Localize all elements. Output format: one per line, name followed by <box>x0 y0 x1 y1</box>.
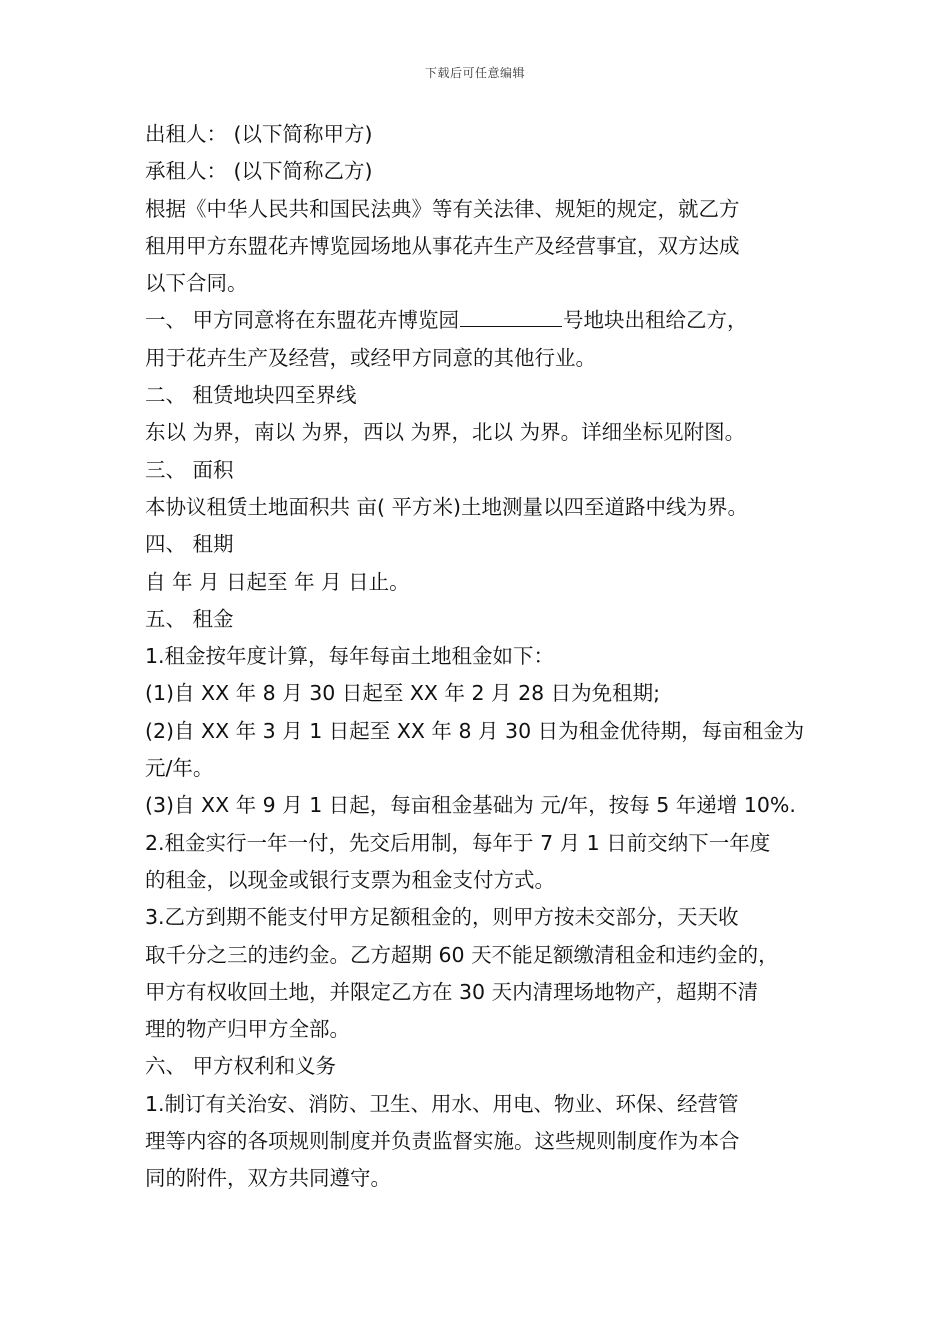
text-line: 二、 租赁地块四至界线 <box>145 383 357 408</box>
text-line: 1.租金按年度计算，每年每亩土地租金如下： <box>145 644 555 669</box>
text-line: 甲方有权收回土地，并限定乙方在 30 天内清理场地物产，超期不清 <box>145 979 759 1004</box>
text-line: (3)自 XX 年 9 月 1 日起，每亩租金基础为 元/年，按每 5 年递增 10%. <box>145 793 796 818</box>
text-line: 三、 面积 <box>145 457 234 482</box>
text-line-with-blank <box>145 302 815 339</box>
text-line: 同的附件，双方共同遵守。 <box>145 1166 391 1191</box>
text-line: 承租人： (以下简称乙方) <box>145 159 373 184</box>
text-line: 3.乙方到期不能支付甲方足额租金的，则甲方按未交部分，天天收 <box>145 905 739 930</box>
text-line: 本协议租赁土地面积共 亩( 平方米)土地测量以四至道路中线为界。 <box>145 494 749 519</box>
text-line: 五、 租金 <box>145 606 234 631</box>
fill-in-blank <box>460 304 562 327</box>
text-line: (1)自 XX 年 8 月 30 日起至 XX 年 2 月 28 日为免租期; <box>145 681 661 706</box>
text-line: 出租人： (以下简称甲方) <box>145 122 373 146</box>
text-line: 元/年。 <box>145 756 214 781</box>
text-segment: 号地块出租给乙方， <box>563 308 748 333</box>
text-line: 以下合同。 <box>145 271 248 296</box>
text-line: 用于花卉生产及经营，或经甲方同意的其他行业。 <box>145 345 596 370</box>
text-line: 租用甲方东盟花卉博览园场地从事花卉生产及经营事宜，双方达成 <box>145 233 740 258</box>
text-line: 四、 租期 <box>145 532 234 557</box>
text-line: 理的物产归甲方全部。 <box>145 1017 350 1042</box>
text-line: (2)自 XX 年 3 月 1 日起至 XX 年 8 月 30 日为租金优待期，每亩租金为 <box>145 718 805 743</box>
text-line: 根据《中华人民共和国民法典》等有关法律、规矩的规定，就乙方 <box>145 196 740 221</box>
text-line: 的租金，以现金或银行支票为租金支付方式。 <box>145 867 555 892</box>
text-line: 六、 甲方权利和义务 <box>145 1054 337 1079</box>
text-line: 自 年 月 日起至 年 月 日止。 <box>145 569 410 594</box>
text-line: 取千分之三的违约金。乙方超期 60 天不能足额缴清租金和违约金的， <box>145 942 779 967</box>
text-segment: 一、 甲方同意将在东盟花卉博览园 <box>145 308 460 333</box>
page-header-note: 下载后可任意编辑 <box>424 66 525 80</box>
text-line: 理等内容的各项规则制度并负责监督实施。这些规则制度作为本合 <box>145 1129 740 1154</box>
text-line: 2.租金实行一年一付，先交后用制，每年于 7 月 1 日前交纳下一年度 <box>145 830 771 855</box>
text-line: 东以 为界，南以 为界，西以 为界，北以 为界。详细坐标见附图。 <box>145 420 746 445</box>
text-line: 1.制订有关治安、消防、卫生、用水、用电、物业、环保、经营管 <box>145 1091 739 1116</box>
document-body <box>145 116 815 1198</box>
